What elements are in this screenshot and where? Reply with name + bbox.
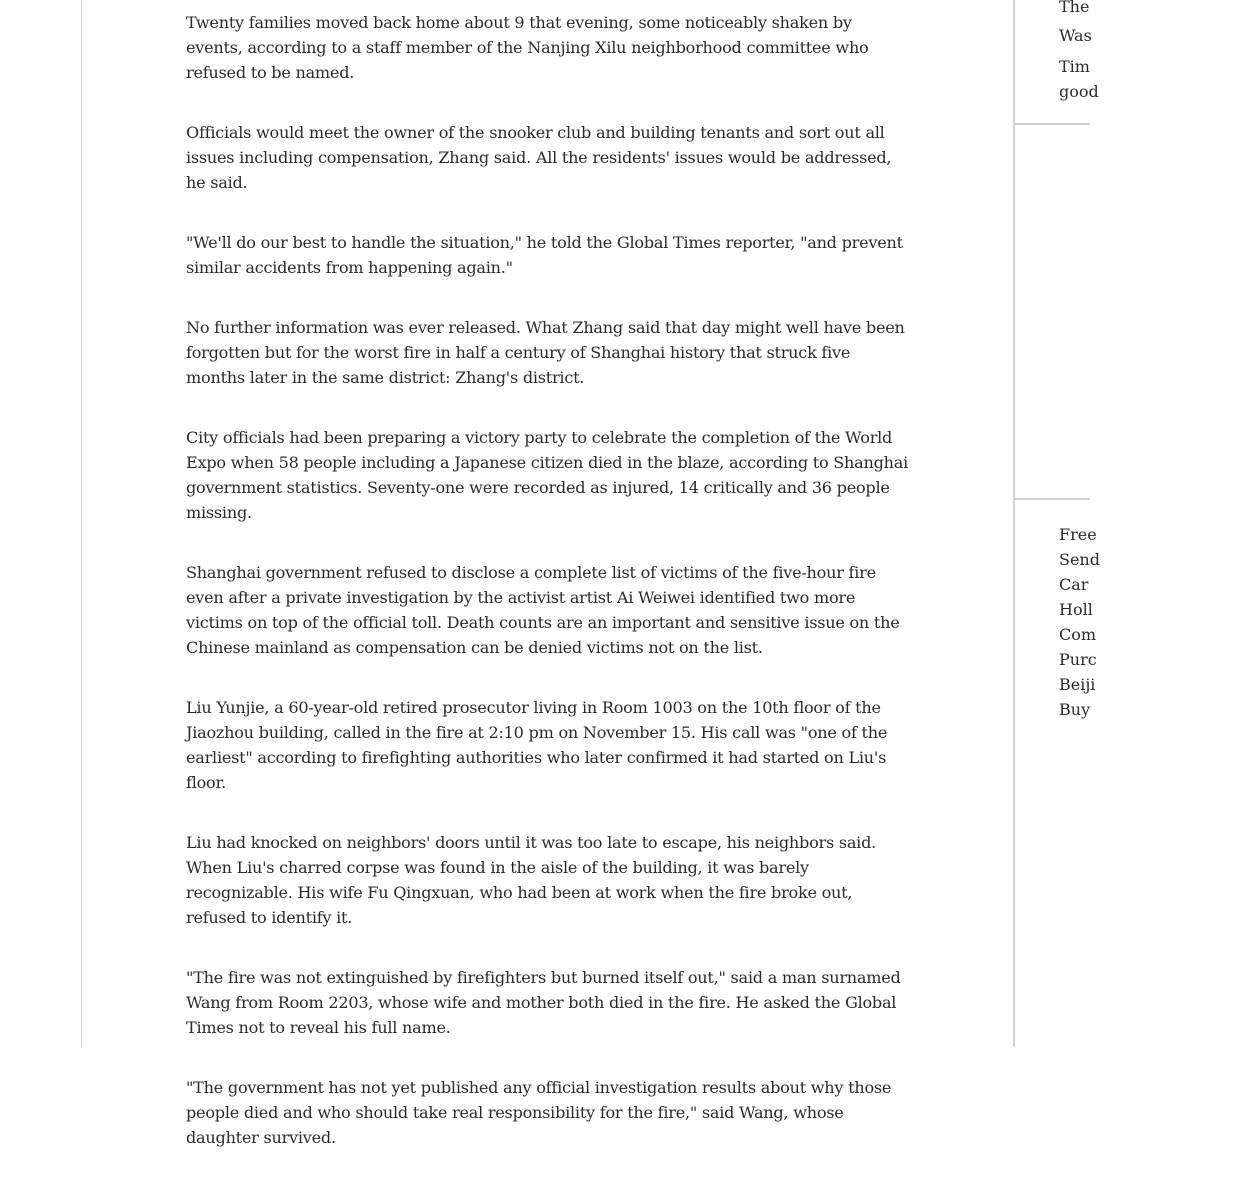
article-paragraph: City officials had been preparing a victory party to celebrate the completion of the World Expo when 58 people including a Japanese citizen died in the blaze, according to Shanghai government statistics. Seventy-one were recorded as injured, 14 critically and 36 people missing. xyxy=(186,428,909,522)
article-paragraph: No further information was ever released. What Zhang said that day might well have been forgotten but for the worst fire in half a century of Shanghai history that struck five months later in the same district: Zhang's district. xyxy=(186,318,905,387)
sidebar-link[interactable]: Purc xyxy=(1059,650,1097,669)
sidebar-link[interactable]: Free xyxy=(1059,525,1097,544)
sidebar-story-link[interactable]: Tim xyxy=(1059,57,1090,76)
sidebar-story-link[interactable]: The xyxy=(1059,0,1090,16)
article-paragraph: "The government has not yet published any official investigation results about why those people died and who should take real responsibility for the fire," said Wang, whose daughter survived. xyxy=(186,1078,892,1147)
article-paragraph: Officials would meet the owner of the snooker club and building tenants and sort out all issues including compensation, Zhang said. All the residents' issues would be addressed, he said. xyxy=(186,123,892,192)
article-paragraph: "We'll do our best to handle the situation," he told the Global Times reporter, "and prevent similar accidents from happening again." xyxy=(186,233,903,277)
sidebar-related-stories xyxy=(1059,0,1259,104)
article-paragraph: Twenty families moved back home about 9 that evening, some noticeably shaken by events, according to a staff member of the Nanjing Xilu neighborhood committee who refused to be named. xyxy=(186,13,869,82)
article-paragraph: Liu had knocked on neighbors' doors until it was too late to escape, his neighbors said. When Liu's charred corpse was found in the aisle of the building, it was barely recognizable. His wife Fu Qingxuan, who had been at work when the fire broke out, refused to identify it. xyxy=(186,833,876,927)
sidebar-link[interactable]: Send xyxy=(1059,550,1100,569)
sidebar-links-list xyxy=(1059,522,1259,722)
sidebar-divider xyxy=(1015,498,1090,500)
article-paragraph: Liu Yunjie, a 60-year-old retired prosecutor living in Room 1003 on the 10th floor of the Jiaozhou building, called in the fire at 2:10 pm on November 15. His call was "one of the earliest" according to firefighting authorities who later confirmed it had started on Liu's floor. xyxy=(186,698,888,792)
sidebar-link[interactable]: Com xyxy=(1059,625,1097,644)
sidebar-story-link-cont[interactable]: good xyxy=(1059,82,1099,101)
sidebar-link[interactable]: Beiji xyxy=(1059,675,1096,694)
article-paragraph: Shanghai government refused to disclose a complete list of victims of the five-hour fire even after a private investigation by the activist artist Ai Weiwei identified two more victims on top of the official toll. Death counts are an important and sensitive issue on the Chinese mainland as compensation can be denied victims not on the list. xyxy=(186,563,900,657)
sidebar-link[interactable]: Holl xyxy=(1059,600,1093,619)
article-paragraph: "The fire was not extinguished by firefighters but burned itself out," said a man surnamed Wang from Room 2203, whose wife and mother both died in the fire. He asked the Global Times not to reveal his full name. xyxy=(186,968,901,1037)
sidebar-story-link[interactable]: Was xyxy=(1059,26,1092,45)
sidebar-link[interactable]: Car xyxy=(1059,575,1089,594)
right-sidebar xyxy=(1015,0,1100,1047)
sidebar-divider xyxy=(1015,123,1090,125)
article-body xyxy=(186,10,912,1185)
sidebar-link[interactable]: Buy xyxy=(1059,700,1091,719)
